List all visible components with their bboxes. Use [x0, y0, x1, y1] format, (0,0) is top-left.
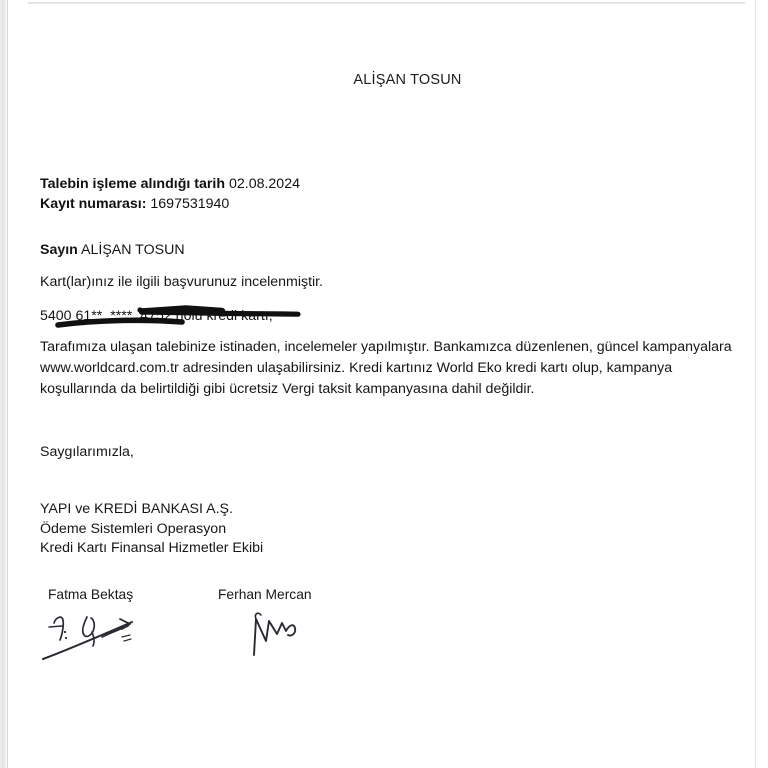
request-date-label: Talebin işleme alındığı tarih: [40, 176, 226, 192]
document-page: [8, 4, 755, 768]
review-statement: Kart(lar)ınız ile ilgili başvurunuz incelenmiştir.: [40, 274, 324, 290]
record-number-label: Kayıt numarası:: [40, 196, 147, 212]
record-number-line: [40, 194, 740, 214]
document-body: [40, 174, 740, 673]
closing-line: Saygılarımızla,: [40, 444, 134, 460]
card-number-text: 5400 61** **** 4752 nolu kredi kartı;: [40, 308, 273, 324]
signature-mark-2-icon: [236, 601, 346, 671]
organization-line-2: Ödeme Sistemleri Operasyon: [40, 520, 227, 537]
salutation-honorific: Sayın: [40, 242, 78, 258]
card-number-line: [40, 306, 740, 328]
organization-line-3: Kredi Kartı Finansal Hizmetler Ekibi: [40, 540, 264, 556]
organization-line-1: YAPI ve KREDİ BANKASI A.Ş.: [40, 501, 233, 517]
page-right-border: [755, 0, 756, 768]
salutation-line: [40, 240, 740, 260]
request-date-line: [40, 174, 740, 194]
recipient-title: ALİŞAN TOSUN: [353, 72, 462, 88]
request-date-value: 02.08.2024: [228, 176, 300, 192]
viewer-left-edge: [0, 0, 7, 768]
record-number-value: 1697531940: [150, 196, 230, 212]
signatory-name-1: Fatma Bektaş: [48, 586, 134, 602]
signatory-name-2: Ferhan Mercan: [218, 586, 312, 602]
salutation-name: ALİŞAN TOSUN: [81, 242, 185, 258]
main-paragraph: Tarafımıza ulaşan talebinize istinaden, incelemeler yapılmıştır. Bankamızca düzenlenen, güncel kampanyalara www.worldcard.com.tr adresinden ulaşabilirsiniz. Kredi kartınız World Eko kredi kartı olup, kampanya koşullarında da belirtildiği gibi ücretsiz Vergi taksit kampanyasına dahil değildir.: [40, 339, 732, 397]
signature-area: [40, 587, 460, 673]
organization-block: [40, 500, 740, 559]
signature-mark-1-icon: [40, 601, 190, 671]
